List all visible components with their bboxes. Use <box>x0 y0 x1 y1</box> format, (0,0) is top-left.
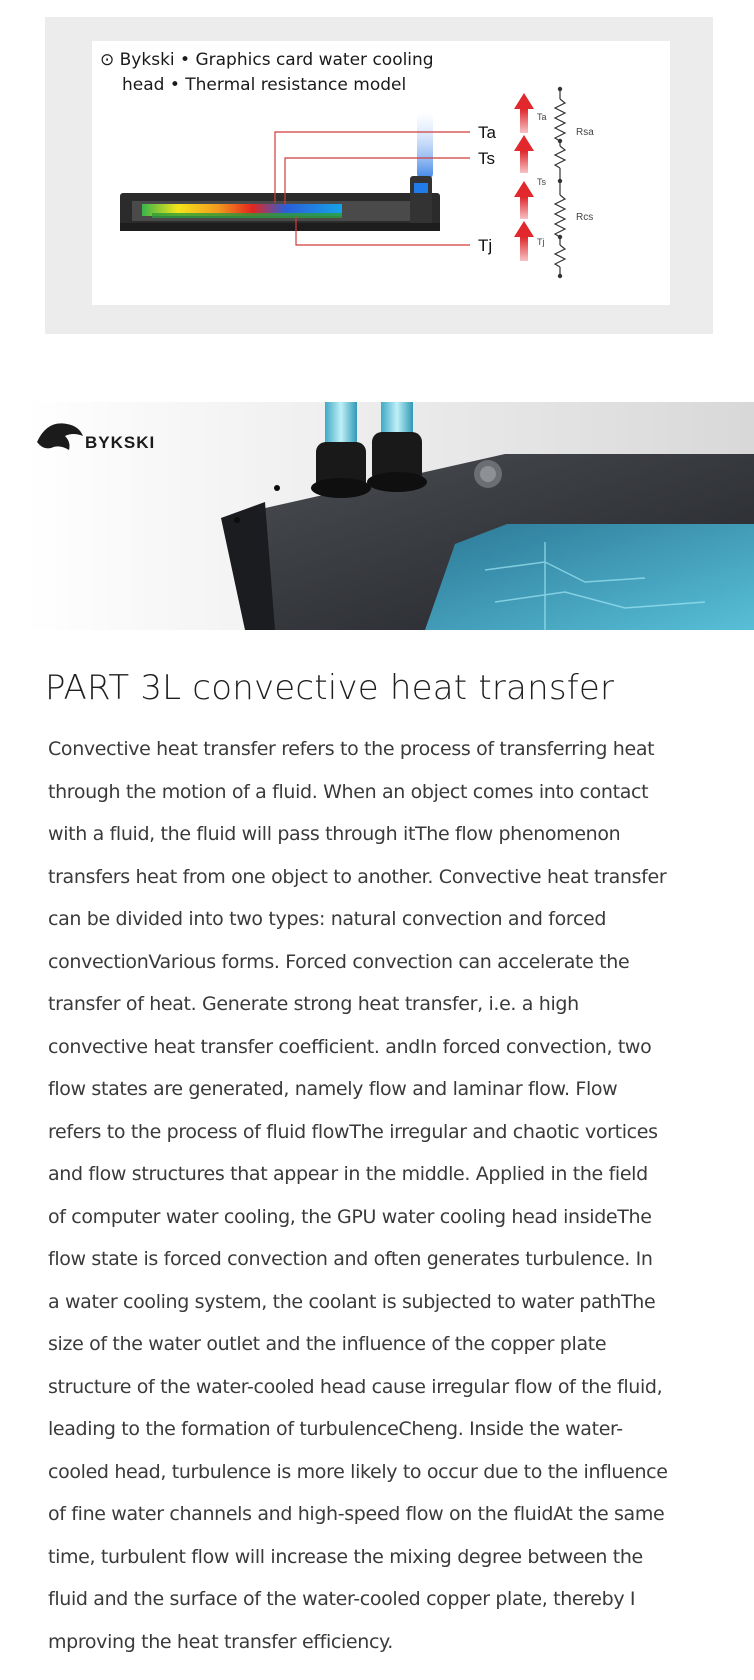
body-line: through the motion of a fluid. When an object comes into contact <box>48 780 649 803</box>
body-line: structure of the water-cooled head cause irregular flow of the fluid, <box>48 1375 663 1398</box>
body-line: flow state is forced convection and often generates turbulence. In <box>48 1248 653 1270</box>
body-line: with a fluid, the fluid will pass through itThe flow phenomenon <box>48 823 621 845</box>
body-line: a water cooling system, the coolant is subjected to water pathThe <box>48 1290 656 1313</box>
heat-flow-arrows <box>514 93 534 261</box>
arrow-label-tj: Tj <box>537 237 545 247</box>
arrow-tj <box>514 221 534 261</box>
arrow-ts <box>514 135 534 173</box>
arrow-tj-mid <box>514 181 534 219</box>
body-line: cooled head, turbulence is more likely to occur due to the influence <box>48 1460 668 1483</box>
body-line: of fine water channels and high-speed flow on the fluidAt the same <box>48 1503 665 1525</box>
body-line: Convective heat transfer refers to the process of transferring heat <box>48 738 655 760</box>
section-heading: PART 3L convective heat transfer <box>45 668 615 708</box>
caption-line-2: head • Thermal resistance model <box>122 75 407 95</box>
coolant-plume <box>417 111 433 181</box>
body-line: and flow structures that appear in the middle. Applied in the field <box>48 1163 648 1185</box>
body-line: size of the water outlet and the influence of the copper plate <box>48 1333 607 1355</box>
label-ts: Ts <box>478 149 495 168</box>
body-line: refers to the process of fluid flowThe irregular and chaotic vortices <box>48 1120 658 1143</box>
label-rsa: Rsa <box>576 127 594 138</box>
caption-line-1: ⊙ Bykski • Graphics card water cooling <box>100 50 434 70</box>
body-line: of computer water cooling, the GPU water cooling head insideThe <box>48 1205 652 1228</box>
product-photo <box>25 402 754 630</box>
body-line: fluid and the surface of the water-cooled copper plate, thereby I <box>48 1588 636 1610</box>
body-line: time, turbulent flow will increase the mixing degree between the <box>48 1545 643 1568</box>
thermal-model-diagram <box>92 41 670 305</box>
arrow-ta <box>514 93 534 133</box>
body-line: convective heat transfer coefficient. andIn forced convection, two <box>48 1035 652 1058</box>
body-paragraph <box>48 728 738 1663</box>
body-line: transfer of heat. Generate strong heat transfer, i.e. a high <box>48 993 579 1015</box>
label-ta: Ta <box>478 123 496 142</box>
body-line: convectionVarious forms. Forced convection can accelerate the <box>48 950 630 973</box>
arrow-label-ta: Ta <box>537 112 547 122</box>
gpu-block-illustration <box>120 176 440 231</box>
acrylic-window <box>425 524 754 630</box>
body-line: can be divided into two types: natural convection and forced <box>48 908 607 930</box>
label-rcs: Rcs <box>576 212 594 223</box>
body-line: transfers heat from one object to another. Convective heat transfer <box>48 865 667 888</box>
bykski-logo-text: BYKSKI <box>85 433 156 452</box>
arrow-label-ts: Ts <box>537 177 546 187</box>
body-line: flow states are generated, namely flow and laminar flow. Flow <box>48 1078 618 1100</box>
body-line: mproving the heat transfer efficiency. <box>48 1630 393 1653</box>
body-line: leading to the formation of turbulenceCheng. Inside the water- <box>48 1418 623 1440</box>
label-tj: Tj <box>478 236 493 255</box>
